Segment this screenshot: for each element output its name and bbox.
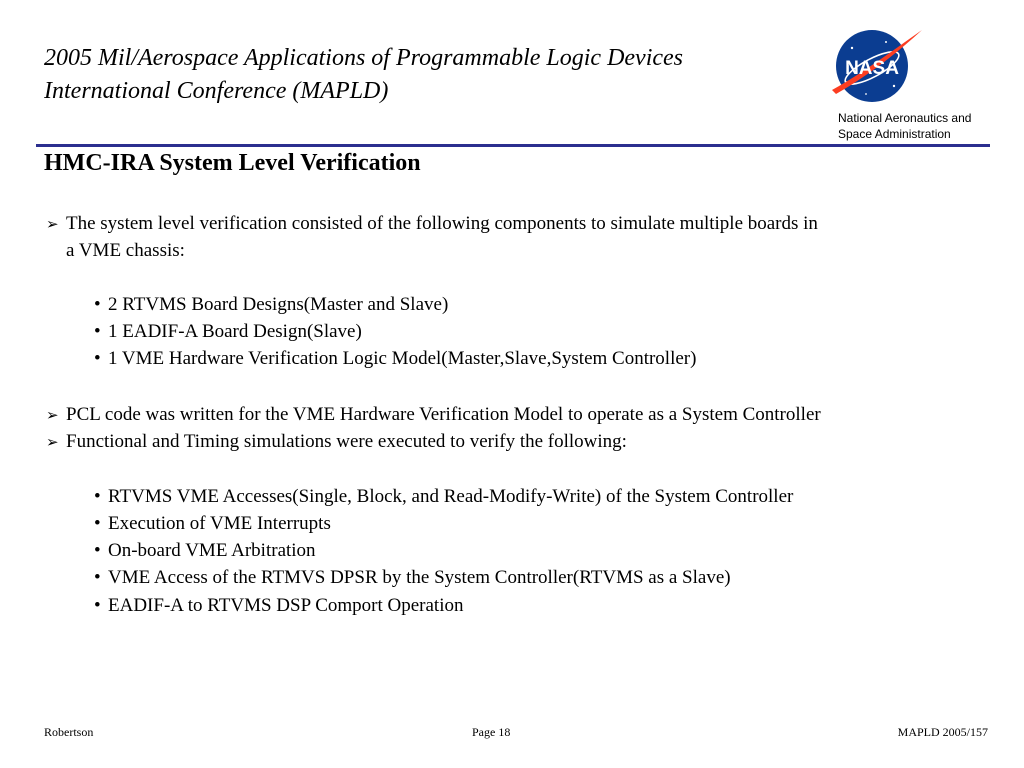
arrow-bullet-icon: ➢ xyxy=(46,215,59,233)
bullet-dot-icon: • xyxy=(94,321,101,342)
list-item xyxy=(94,292,448,318)
bullet-dot-icon: • xyxy=(94,348,101,369)
bullet-dot-icon: • xyxy=(94,595,101,616)
agency-name-line1: National Aeronautics and xyxy=(838,111,972,125)
paragraph-text: The system level verification consisted of the following components to simulate multiple boards in xyxy=(66,213,818,234)
header-divider xyxy=(36,144,990,147)
bullet-dot-icon: • xyxy=(94,486,101,507)
arrow-bullet-components xyxy=(46,211,818,237)
footer-paper-id: MAPLD 2005/157 xyxy=(897,725,988,739)
list-item-text: Execution of VME Interrupts xyxy=(108,513,331,534)
list-item-text: 1 EADIF-A Board Design(Slave) xyxy=(108,321,362,342)
slide-heading: HMC-IRA System Level Verification xyxy=(44,150,421,176)
nasa-logo xyxy=(822,24,926,108)
paragraph-text: PCL code was written for the VME Hardware Verification Model to operate as a System Controller xyxy=(66,404,821,425)
footer-page-number: Page 18 xyxy=(472,725,511,739)
bullet-dot-icon: • xyxy=(94,567,101,588)
list-item xyxy=(94,593,463,619)
conference-title xyxy=(44,42,814,108)
agency-name-line2: Space Administration xyxy=(838,127,951,141)
list-item xyxy=(94,346,696,372)
bullet-dot-icon: • xyxy=(94,294,101,315)
list-item-text: 1 VME Hardware Verification Logic Model(Master,Slave,System Controller) xyxy=(108,348,697,369)
arrow-bullet-icon: ➢ xyxy=(46,406,59,424)
arrow-bullet-icon: ➢ xyxy=(46,433,59,451)
list-item-text: On-board VME Arbitration xyxy=(108,540,316,561)
arrow-bullet-pcl xyxy=(46,402,821,428)
footer-author: Robertson xyxy=(44,725,94,739)
list-item-text: 2 RTVMS Board Designs(Master and Slave) xyxy=(108,294,449,315)
arrow-bullet-simulations xyxy=(46,429,627,455)
list-item xyxy=(94,511,331,537)
list-item xyxy=(94,538,316,564)
list-item xyxy=(94,484,793,510)
bullet-dot-icon: • xyxy=(94,513,101,534)
paragraph-continuation: a VME chassis: xyxy=(66,240,185,261)
agency-name xyxy=(838,110,971,142)
list-item xyxy=(94,565,731,591)
nasa-logo-wordmark: NASA xyxy=(845,58,899,79)
list-item-text: EADIF-A to RTVMS DSP Comport Operation xyxy=(108,595,464,616)
paragraph-text: Functional and Timing simulations were executed to verify the following: xyxy=(66,431,627,452)
conference-title-line1: 2005 Mil/Aerospace Applications of Programmable Logic Devices xyxy=(44,45,684,71)
list-item-text: RTVMS VME Accesses(Single, Block, and Read-Modify-Write) of the System Controller xyxy=(108,486,794,507)
conference-title-line2: International Conference (MAPLD) xyxy=(44,78,389,104)
list-item xyxy=(94,319,362,345)
bullet-dot-icon: • xyxy=(94,540,101,561)
list-item-text: VME Access of the RTMVS DPSR by the System Controller(RTVMS as a Slave) xyxy=(108,567,731,588)
